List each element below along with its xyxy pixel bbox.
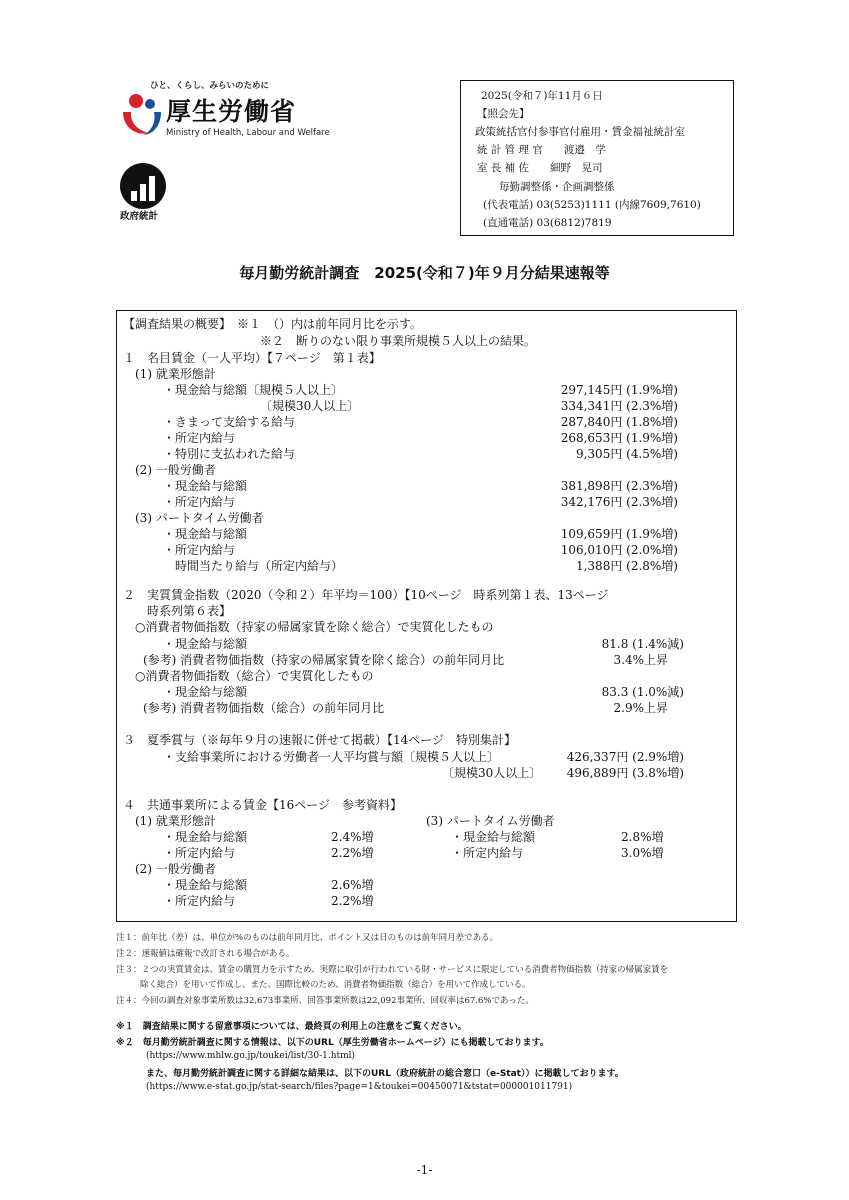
row-value: 2.6%増 <box>331 878 374 892</box>
row-value: 3.4%上昇 <box>613 653 668 667</box>
row-value: 2.4%増 <box>331 830 374 844</box>
contact-person-2: 室 長 補 佐 細野 晃司 <box>477 162 603 174</box>
row-value: 109,659円 (1.9%増) <box>560 527 678 541</box>
row-label: ・支給事業所における労働者一人平均賞与額〔規模５人以上〕 <box>163 750 500 764</box>
ministry-name-en: Ministry of Health, Labour and Welfare <box>166 128 330 138</box>
section-2-cpi-all: ○消費者物価指数（総合）で実質化したもの <box>135 669 374 683</box>
note-3: 注３：２つの実質賃金は、賃金の購買力を示すため、実際に取引が行われている財・サービスに限定している消費者物価指数（持家の帰属家賃を <box>116 965 669 975</box>
row-label: ・所定内給与 <box>163 543 236 557</box>
row-label: (参考) 消費者物価指数（持家の帰属家賃を除く総合）の前年同月比 <box>143 653 505 667</box>
row-label: ・現金給与総額 <box>163 637 248 651</box>
note-2: 注２：速報値は確報で改訂される場合がある。 <box>116 949 295 959</box>
row-value: 9,305円 (4.5%増) <box>575 447 678 461</box>
row-label: ・現金給与総額 <box>163 878 248 892</box>
mhlw-url-link[interactable]: (https://www.mhlw.go.jp/toukei/list/30-1.html) <box>146 1051 356 1061</box>
summary-note-2: ※２ 断りのない限り事業所規模５人以上の結果。 <box>260 334 537 348</box>
section-1-title: １ 名目賃金（一人平均）【７ページ 第１表】 <box>123 351 381 365</box>
release-date: 2025(令和７)年11月６日 <box>481 90 603 102</box>
section-4-group-1: (1) 就業形態計 <box>135 814 216 828</box>
row-value: 3.0%増 <box>621 846 664 860</box>
contact-phone-main: (代表電話) 03(5253)1111 (内線7609,7610) <box>483 199 701 211</box>
summary-box <box>116 310 737 922</box>
section-3-title: ３ 夏季賞与（※毎年９月の速報に併せて掲載）【14ページ 特別集計】 <box>123 733 517 747</box>
section-2-title: ２ 実質賃金指数（2020（令和２）年平均＝100）【10ページ 時系列第１表、13ページ <box>123 588 609 602</box>
note-3-cont: 除く総合）を用いて作成し、また、国際比較のため、消費者物価指数（総合）を用いて作成している。 <box>140 980 531 990</box>
section-1-group-2: (2) 一般労働者 <box>135 463 216 477</box>
row-value: 334,341円 (2.3%増) <box>560 399 678 413</box>
page-title: 毎月勤労統計調査 2025(令和７)年９月分結果速報等 <box>239 264 610 282</box>
section-2-title-cont: 時系列第６表】 <box>147 604 232 618</box>
section-4-title: ４ 共通事業所による賃金【16ページ 参考資料】 <box>123 798 403 812</box>
section-4-group-3: (3) パートタイム労働者 <box>426 814 555 828</box>
government-statistics-icon <box>119 162 167 210</box>
section-2-cpi-excl: ○消費者物価指数（持家の帰属家賃を除く総合）で実質化したもの <box>135 620 494 634</box>
row-value: 2.2%増 <box>331 846 374 860</box>
section-1-group-3: (3) パートタイム労働者 <box>135 511 264 525</box>
row-label: ・特別に支払われた給与 <box>163 447 296 461</box>
page-number: -1- <box>416 1163 433 1177</box>
row-value: 1,388円 (2.8%増) <box>575 559 678 573</box>
row-value: 297,145円 (1.9%増) <box>560 383 678 397</box>
contact-section: 毎勤調整係・企画調整係 <box>499 181 615 193</box>
row-label: ・きまって支給する給与 <box>163 415 296 429</box>
contact-heading: 【照会先】 <box>477 108 530 120</box>
ministry-logo-icon <box>117 88 167 138</box>
row-label: ・所定内給与 <box>163 495 236 509</box>
row-value: 496,889円 (3.8%増) <box>566 766 684 780</box>
row-value: 426,337円 (2.9%増) <box>566 750 684 764</box>
row-label: ・現金給与総額 <box>163 830 248 844</box>
row-value: 287,840円 (1.8%増) <box>560 415 678 429</box>
section-4-group-2: (2) 一般労働者 <box>135 862 216 876</box>
section-1-group-1: (1) 就業形態計 <box>135 367 216 381</box>
row-value: 106,010円 (2.0%増) <box>560 543 678 557</box>
row-value: 2.9%上昇 <box>613 701 668 715</box>
row-label: ・所定内給与 <box>163 431 236 445</box>
row-value: 342,176円 (2.3%増) <box>560 495 678 509</box>
government-statistics-label: 政府統計 <box>120 211 159 222</box>
row-label: ・所定内給与 <box>451 846 524 860</box>
row-label: ・現金給与総額 <box>451 830 536 844</box>
ministry-name-ja: 厚生労働省 <box>166 97 297 126</box>
row-label: ・現金給与総額〔規模５人以上〕 <box>163 383 344 397</box>
logo-tagline: ひと、くらし、みらいのために <box>150 81 270 91</box>
row-label: (参考) 消費者物価指数（総合）の前年同月比 <box>143 701 385 715</box>
summary-header: 【調査結果の概要】 ※１ （）内は前年同月比を示す。 <box>123 317 423 331</box>
bottom-note-1: ※１ 調査結果に関する留意事項については、最終頁の利用上の注意をご覧ください。 <box>116 1022 467 1032</box>
bottom-note-3: また、毎月勤労統計調査に関する詳細な結果は、以下のURL（政府統計の総合窓口（e-Stat））に掲載しております。 <box>146 1069 624 1079</box>
bottom-note-2: ※２ 毎月勤労統計調査に関する情報は、以下のURL（厚生労働省ホームページ）にも掲載しております。 <box>116 1038 549 1048</box>
estat-url-link[interactable]: (https://www.e-stat.go.jp/stat-search/files?page=1&toukei=00450071&tstat=000001011791) <box>146 1082 573 1092</box>
note-4: 注４：今回の調査対象事業所数は32,673事業所、回答事業所数は22,092事業所、回収率は67.6%であった。 <box>116 996 534 1006</box>
contact-person-1: 統 計 管 理 官 渡邉 学 <box>477 144 606 156</box>
row-value: 268,653円 (1.9%増) <box>560 431 678 445</box>
row-label: ・所定内給与 <box>163 894 236 908</box>
row-value: 81.8 (1.4%減) <box>601 637 684 651</box>
row-value: 83.3 (1.0%減) <box>601 685 684 699</box>
contact-department: 政策統括官付参事官付雇用・賃金福祉統計室 <box>475 126 685 138</box>
row-label: 〔規模30人以上〕 <box>442 766 542 780</box>
row-label: ・現金給与総額 <box>163 527 248 541</box>
contact-box <box>460 80 734 236</box>
note-1: 注１：前年比（差）は、単位が%のものは前年同月比、ポイント又は日のものは前年同月差である。 <box>116 933 499 943</box>
contact-phone-direct: (直通電話) 03(6812)7819 <box>483 217 612 229</box>
row-label: ・現金給与総額 <box>163 685 248 699</box>
row-value: 2.2%増 <box>331 894 374 908</box>
row-label: 時間当たり給与（所定内給与） <box>175 559 344 573</box>
row-label: ・所定内給与 <box>163 846 236 860</box>
row-label: ・現金給与総額 <box>163 479 248 493</box>
row-value: 2.8%増 <box>621 830 664 844</box>
row-value: 381,898円 (2.3%増) <box>560 479 678 493</box>
row-label: 〔規模30人以上〕 <box>260 399 360 413</box>
